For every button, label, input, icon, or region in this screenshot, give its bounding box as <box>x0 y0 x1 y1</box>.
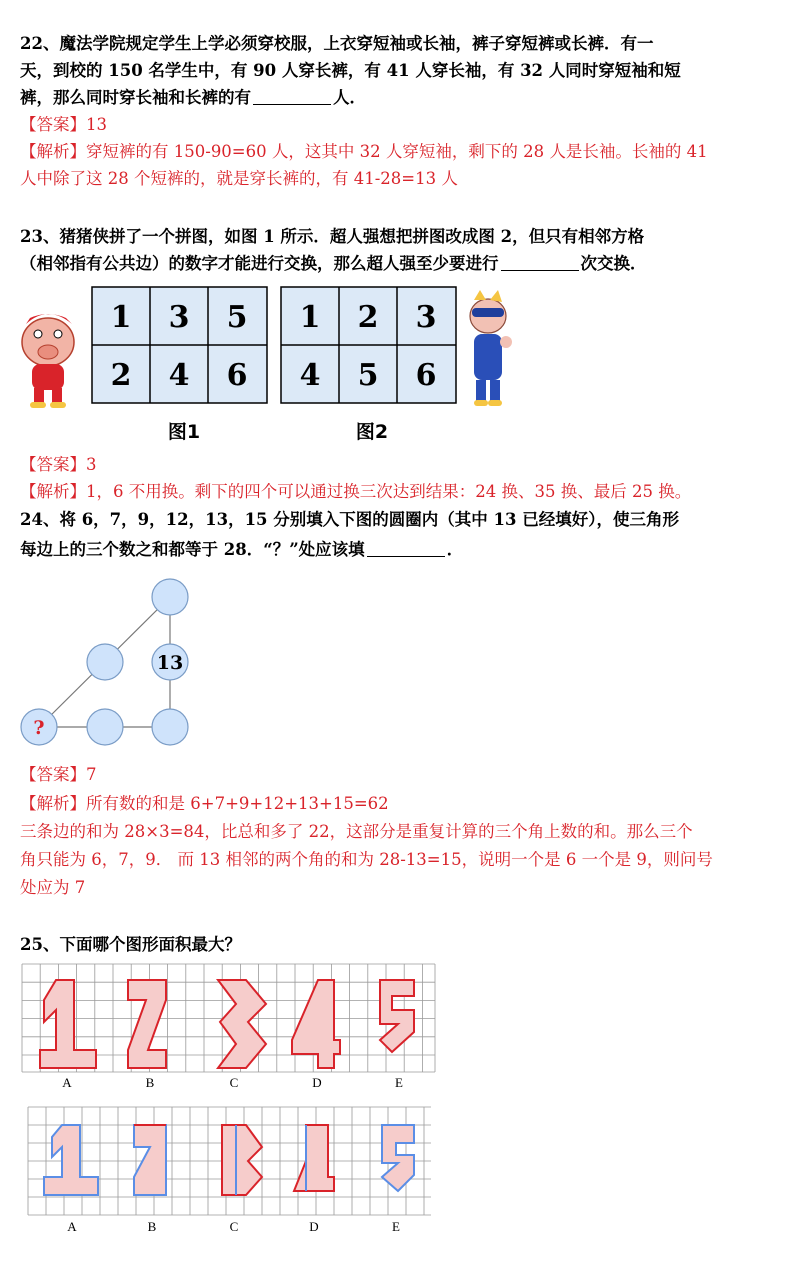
shapes-figure-top <box>0 960 788 1090</box>
shape-d-solution <box>294 1125 334 1191</box>
q23-figure <box>0 280 788 450</box>
answer-label: 【答案】 <box>20 765 86 784</box>
fig1-tile-1: 1 <box>110 300 132 335</box>
triangle-diagram <box>0 570 220 755</box>
label-b: B <box>145 1075 155 1090</box>
analysis-text: 穿短裤的有 150-90=60 人，这其中 32 人穿短袖，剩下的 28 人是长袖。长袖的 41 <box>86 142 708 161</box>
pig-hero-icon <box>22 314 74 408</box>
analysis-label: 【解析】 <box>20 142 86 161</box>
q23-blank <box>501 254 579 271</box>
q22-line2: 天，到校的 150 名学生中，有 90 人穿长裤，有 41 人穿长袖，有 32 人同时穿短袖和短 <box>20 61 681 80</box>
unknown-mark: ? <box>33 717 45 739</box>
fig2-label: 图2 <box>355 421 389 443</box>
shape-b <box>128 980 166 1068</box>
label-c: C <box>229 1075 239 1090</box>
answer-value: 13 <box>86 115 107 134</box>
q22-line3 <box>20 84 366 111</box>
answer-label: 【答案】 <box>20 455 86 474</box>
q25-line1: 25、下面哪个图形面积最大？ <box>20 935 241 954</box>
fig1-tile-5: 4 <box>168 358 190 393</box>
shape-e <box>380 980 414 1052</box>
q24-line2 <box>20 536 463 563</box>
q22-line3b: 人． <box>333 88 366 107</box>
q23-line2a: （相邻指有公共边）的数字才能进行交换，那么超人强至少要进行 <box>20 254 499 273</box>
shape-c-solution <box>222 1125 262 1195</box>
q24-answer <box>20 761 97 788</box>
fig2-tile-6: 6 <box>415 358 437 393</box>
fig2-tile-3: 3 <box>415 300 437 335</box>
analysis-text: 所有数的和是 6+7+9+12+13+15=62 <box>86 794 389 813</box>
shape-b-solution <box>134 1125 166 1195</box>
q24-analysis2: 三条边的和为 28×3=84，比总和多了 22，这部分是重复计算的三个角上数的和。那么三个 <box>20 822 693 841</box>
label-a: A <box>62 1075 72 1090</box>
q24-blank <box>367 540 445 557</box>
shape-e-solution <box>382 1125 414 1191</box>
shape-a-solution <box>44 1125 98 1195</box>
given-13: 13 <box>156 652 184 674</box>
fig1-label: 图1 <box>167 421 201 443</box>
fig2-tile-5: 5 <box>357 358 379 393</box>
figure-1-grid <box>92 287 267 403</box>
answer-value: 3 <box>86 455 97 474</box>
q23-analysis1 <box>20 478 691 505</box>
fig2-tile-4: 4 <box>299 358 321 393</box>
q22-analysis2: 人中除了这 28 个短裤的，就是穿长裤的，有 41-28=13 人 <box>20 169 458 188</box>
shapes-figure-bottom <box>0 1103 788 1243</box>
answer-label: 【答案】 <box>20 115 86 134</box>
q23-line1: 23、猪猪侠拼了一个拼图，如图 1 所示．超人强想把拼图改成图 2，但只有相邻方格 <box>20 227 645 246</box>
circle-bottom-right <box>152 709 188 745</box>
shape-d <box>292 980 340 1068</box>
fig1-tile-3: 5 <box>226 300 248 335</box>
fig2-tile-2: 2 <box>357 300 379 335</box>
q22-line3a: 裤，那么同时穿长袖和长裤的有 <box>20 88 251 107</box>
q22-analysis1 <box>20 138 708 165</box>
q24-line1: 24、将 6，7，9，12，13，15 分别填入下图的圆圈内（其中 13 已经填好），使三角形 <box>20 510 679 529</box>
circle-top <box>152 579 188 615</box>
answer-value: 7 <box>86 765 97 784</box>
label-b-2: B <box>147 1219 157 1234</box>
fig1-tile-4: 2 <box>110 358 132 393</box>
figure-2-grid <box>281 287 456 403</box>
label-e: E <box>395 1075 403 1090</box>
label-d: D <box>312 1075 322 1090</box>
q24-analysis1 <box>20 790 389 817</box>
q22-answer <box>20 111 107 138</box>
label-d-2: D <box>309 1219 319 1234</box>
q23-line2b: 次交换． <box>580 254 647 273</box>
q23-answer <box>20 451 97 478</box>
analysis-label: 【解析】 <box>20 482 86 501</box>
fig1-tile-2: 3 <box>168 300 190 335</box>
q24-line2b: ． <box>446 540 464 559</box>
circle-left-mid <box>87 644 123 680</box>
q23-line2 <box>20 250 647 277</box>
label-c-2: C <box>229 1219 239 1234</box>
q22-line1: 22、魔法学院规定学生上学必须穿校服，上衣穿短袖或长袖，裤子穿短裤或长裤．有一 <box>20 34 654 53</box>
label-e-2: E <box>392 1219 400 1234</box>
shape-a <box>40 980 96 1068</box>
q24-line2a: 每边上的三个数之和都等于 28．“？”处应该填 <box>20 540 365 559</box>
circle-bottom-mid <box>87 709 123 745</box>
superhero-icon <box>470 290 512 406</box>
q24-analysis3: 角只能为 6，7，9． 而 13 相邻的两个角的和为 28-13=15，说明一个是 6 一个是 9，则问号 <box>20 850 713 869</box>
analysis-label: 【解析】 <box>20 794 86 813</box>
label-a-2: A <box>67 1219 77 1234</box>
fig1-tile-6: 6 <box>226 358 248 393</box>
fig2-tile-1: 1 <box>299 300 321 335</box>
q24-analysis4: 处应为 7 <box>20 878 86 897</box>
analysis-text: 1，6 不用换。剩下的四个可以通过换三次达到结果：24 换、35 换、最后 25 换。 <box>86 482 692 501</box>
q22-blank <box>253 88 331 105</box>
